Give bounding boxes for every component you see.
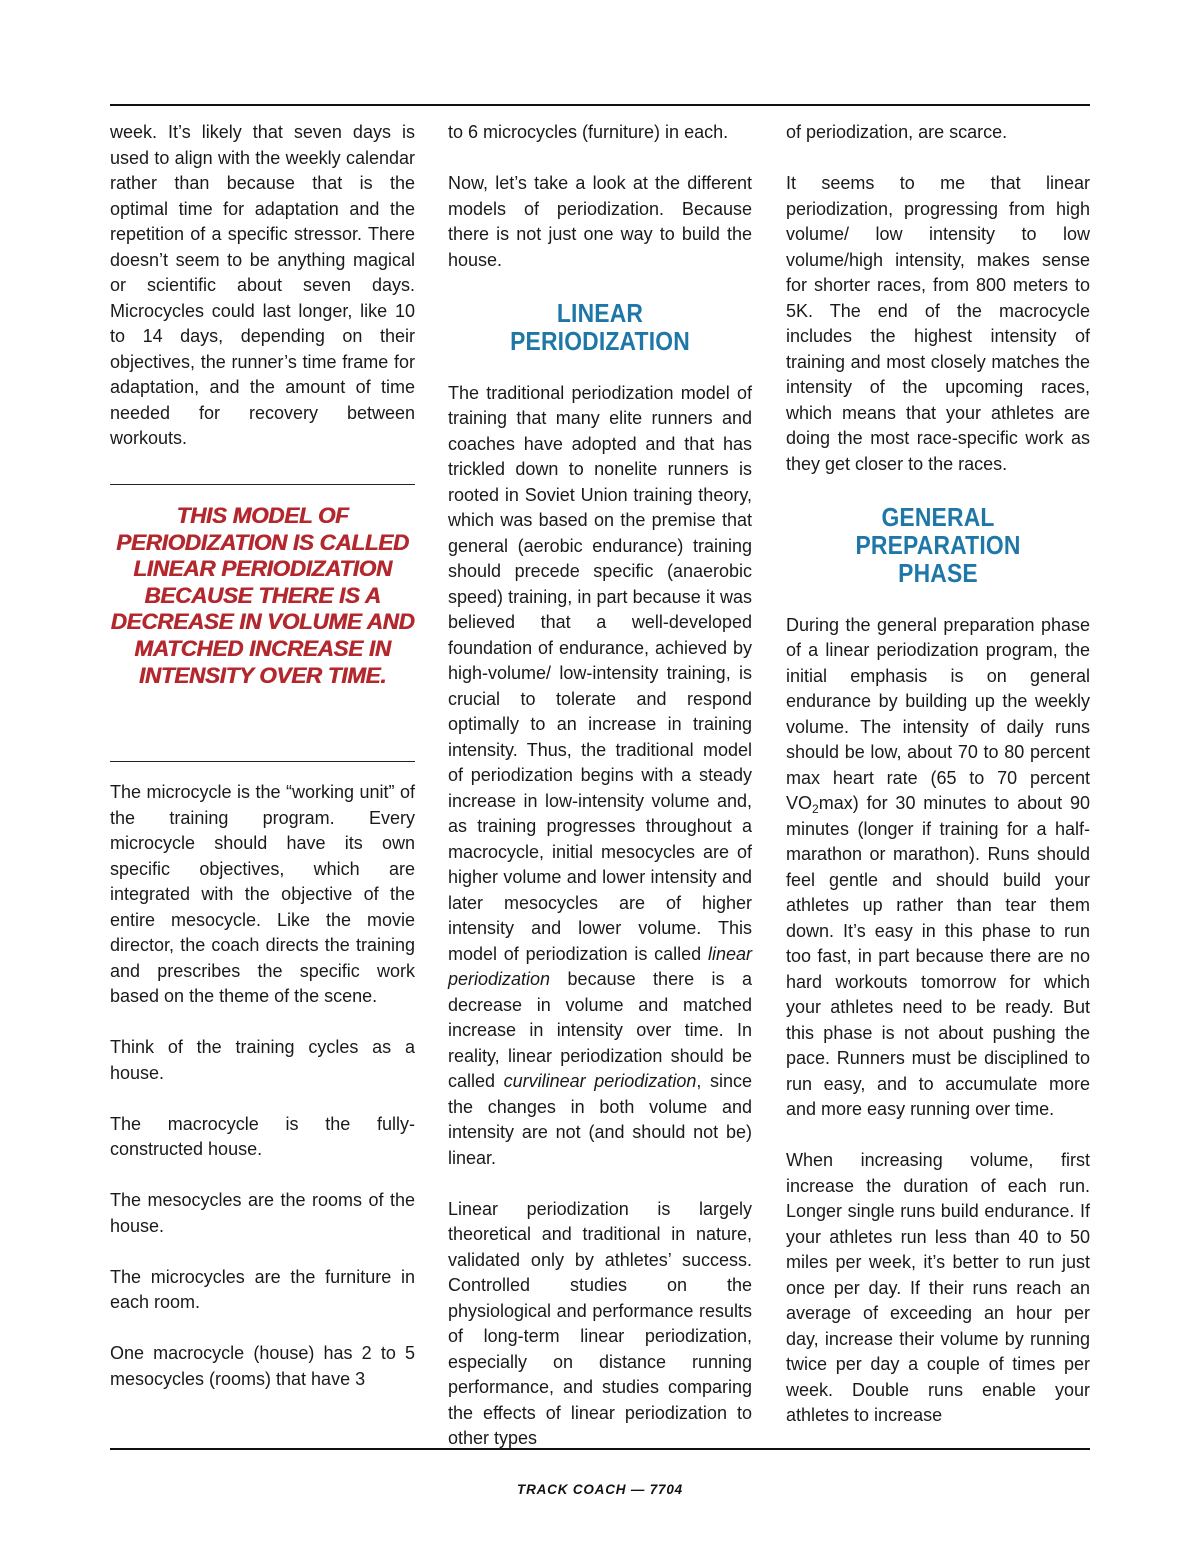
col2-paragraph-2: Now, let’s take a look at the different models of periodization. Because there is not just one way to build the house. — [448, 173, 752, 270]
heading-line-2: PHASE — [898, 557, 978, 588]
column-3 — [786, 120, 1090, 1454]
col2-p3-part-e: , since the changes in both volume and intensity are not (and should not be) linear. — [448, 1071, 752, 1168]
col2-paragraph-4: Linear periodization is largely theoretical and traditional in nature, validated only by athletes’ success. Controlled studies on the physiological and performance results of long-term linear periodization, especially on distance running performance, and studies comparing the effects of linear periodization to other types — [448, 1198, 752, 1448]
page-footer: TRACK COACH — 7704 — [517, 1482, 683, 1497]
column-2 — [448, 120, 752, 1477]
vo2-subscript: 2 — [812, 802, 819, 816]
bottom-rule — [110, 1448, 1090, 1450]
col1-paragraph-4: The macrocycle is the fully-constructed house. — [110, 1113, 415, 1159]
col3-paragraph-2: It seems to me that linear periodization, progressing from high volume/ low intensity to low volume/high intensity, makes sense for shorter races, from 800 meters to 5K. The end of the macrocycle includes the highest intensity of training and most closely matches the intensity of the upcoming races, which means that your athletes are doing the most race-specific work as they get closer to the races. — [786, 173, 1090, 474]
col1-paragraph-7: One macrocycle (house) has 2 to 5 mesocycles (rooms) that have 3 — [110, 1343, 415, 1389]
top-rule — [110, 104, 1090, 106]
pullquote-text: THIS MODEL OF PERIODIZATION IS CALLED LINEAR PERIODIZATION BECAUSE THERE IS A DECREASE IN VOLUME AND MATCHED INCREASE IN INTENSITY OVER TIME. — [110, 503, 415, 688]
col2-paragraph-1: to 6 microcycles (furniture) in each. — [448, 122, 729, 142]
col3-p3-part-a: During the general preparation phase of a linear periodization program, the initial emphasis is on general endurance by building up the weekly volume. The intensity of daily runs should be low, about 70 to 80 percent max heart rate (65 to 70 percent VO — [786, 614, 1090, 813]
pullquote — [110, 484, 415, 762]
col1-paragraph-2: The microcycle is the “working unit” of the training program. Every microcycle should have its own specific objectives, which are integrated with the objective of the entire mesocycle. Like the movie director, the coach directs the training and prescribes the specific work based on the theme of the scene. — [110, 782, 415, 1006]
heading-linear-periodization: LINEAR PERIODIZATION — [510, 297, 690, 356]
col3-paragraph-3 — [786, 613, 1090, 1123]
col3-paragraph-4: When increasing volume, first increase the duration of each run. Longer single runs build endurance. If your athletes run less than 40 to 50 miles per week, it’s better to run just once per day. If their runs reach an average of exceeding an hour per day, increase their volume by running twice per day a couple of times per week. Double runs enable your athletes to increase — [786, 1150, 1090, 1425]
col1-paragraph-6: The microcycles are the furniture in each room. — [110, 1266, 415, 1312]
col1-paragraph-3: Think of the training cycles as a house. — [110, 1037, 415, 1083]
term-curvilinear-periodization: curvilinear periodization — [503, 1071, 697, 1091]
col2-p3-part-c: because there is a decrease in volume and matched increase in intensity over time. In reality, linear periodization should be called — [448, 969, 752, 1091]
col1-paragraph-5: The mesocycles are the rooms of the house. — [110, 1190, 415, 1236]
heading-general-preparation-phase — [804, 503, 1072, 587]
column-1 — [110, 120, 415, 1418]
col1-paragraph-1: week. It’s likely that seven days is used to align with the weekly calendar rather than because that is the optimal time for adaptation and the repetition of a specific stressor. There doesn’t seem to be anything magical or scientific about seven days. Microcycles could last longer, like 10 to 14 days, depending on their objectives, the runner’s time frame for adaptation, and the amount of time needed for recovery between workouts. — [110, 122, 415, 448]
term-linear-periodization: linear periodization — [448, 943, 752, 989]
heading-line-1: GENERAL PREPARATION — [855, 501, 1021, 560]
col2-p3-part-a: The traditional periodization model of training that many elite runners and coaches have adopted and that has trickled down to nonelite runners is rooted in Soviet Union training theory, which was based on the premise that general (aerobic endurance) training should precede specific (anaerobic speed) training, in part because it was believed that a well-developed foundation of endurance, achieved by high-volume/ low-intensity training, is crucial to tolerate and respond optimally to an increase in training intensity. Thus, the traditional model of periodization begins with a steady increase in low-intensity volume and, as training progresses throughout a macrocycle, initial mesocycles are of higher volume and lower intensity and later mesocycles are of higher intensity and lower volume. This model of periodization is called — [448, 382, 752, 964]
col3-p3-part-b: max) for 30 minutes to about 90 minutes (longer if training for a half-marathon or marathon). Runs should feel gentle and should build your athletes up rather than tear them down. It’s easy in this phase to run too fast, in part because there are no hard workouts tomorrow for which your athletes need to be ready. But this phase is not about pushing the pace. Runners must be disciplined to run easy, and to accumulate more and more easy running over time. — [786, 793, 1090, 1119]
col3-paragraph-1: of periodization, are scarce. — [786, 122, 1008, 142]
col2-paragraph-3 — [448, 381, 752, 1172]
